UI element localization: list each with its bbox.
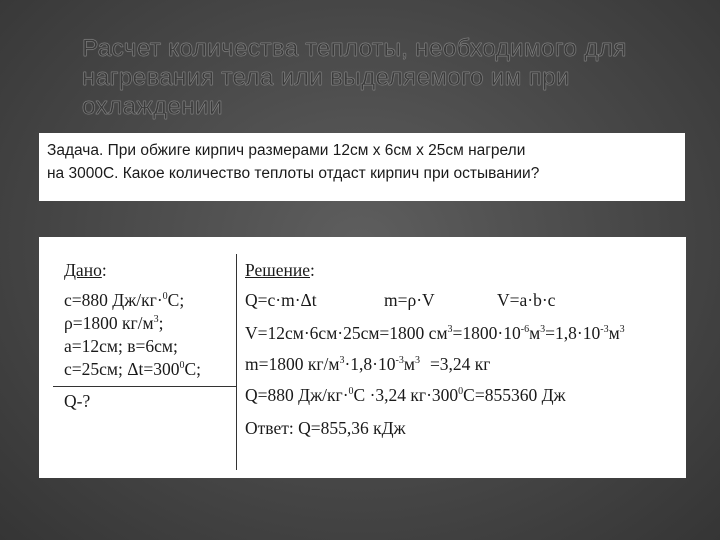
task-text-line-2: на 3000С. Какое количество теплоты отдаст кирпич при остывании? bbox=[47, 165, 540, 182]
solution-panel bbox=[39, 237, 686, 478]
given-temperature-change: с=25см; $\Delta t=300^0С$; bbox=[64, 359, 201, 379]
solution-formula-m: m=ρ·V bbox=[384, 290, 435, 310]
given-find: Q-? bbox=[64, 391, 91, 411]
task-box bbox=[39, 133, 685, 201]
solution-answer: Ответ: Q=855,36 кДж bbox=[245, 418, 406, 438]
solution-heading: Решение: bbox=[245, 260, 315, 280]
given-heading: Дано: bbox=[64, 260, 107, 280]
solution-heat-calc: Q=880 Дж/кг·$^0$С ·3,24 $кг\cdot 300^0С=855360$ Дж bbox=[245, 385, 566, 405]
task-text-line-1: Задача. При обжиге кирпич размерами 12см х 6см х 25см нагрели bbox=[47, 142, 526, 159]
given-dimensions: а=12см; в=6см; bbox=[64, 336, 178, 356]
solution-formula-q: Q=с·m·Δt bbox=[245, 290, 317, 310]
given-density: ρ=1800 $кг/м^3$; bbox=[64, 313, 164, 333]
solution-formula-v: V=a·b·c bbox=[497, 290, 556, 310]
slide-title: Расчет количества теплоты, необходимого для нагревания тела или выделяемого им при охлаждении bbox=[82, 35, 627, 120]
given-specific-heat: с=880 Дж/кг·$^0$С; bbox=[64, 290, 185, 310]
vertical-divider bbox=[236, 254, 237, 470]
solution-mass-calc: m=1800 $кг/м^3\cdot 1,8\cdot 10^{-3}м^3 =3,24$ кг bbox=[245, 354, 491, 374]
horizontal-divider bbox=[53, 386, 237, 387]
solution-volume-calc: V=12см·6см·25см=1800 $см^3=1800\cdot 10^{-6}м^3=1,8\cdot 10^{-3}м^3$ bbox=[245, 323, 625, 343]
